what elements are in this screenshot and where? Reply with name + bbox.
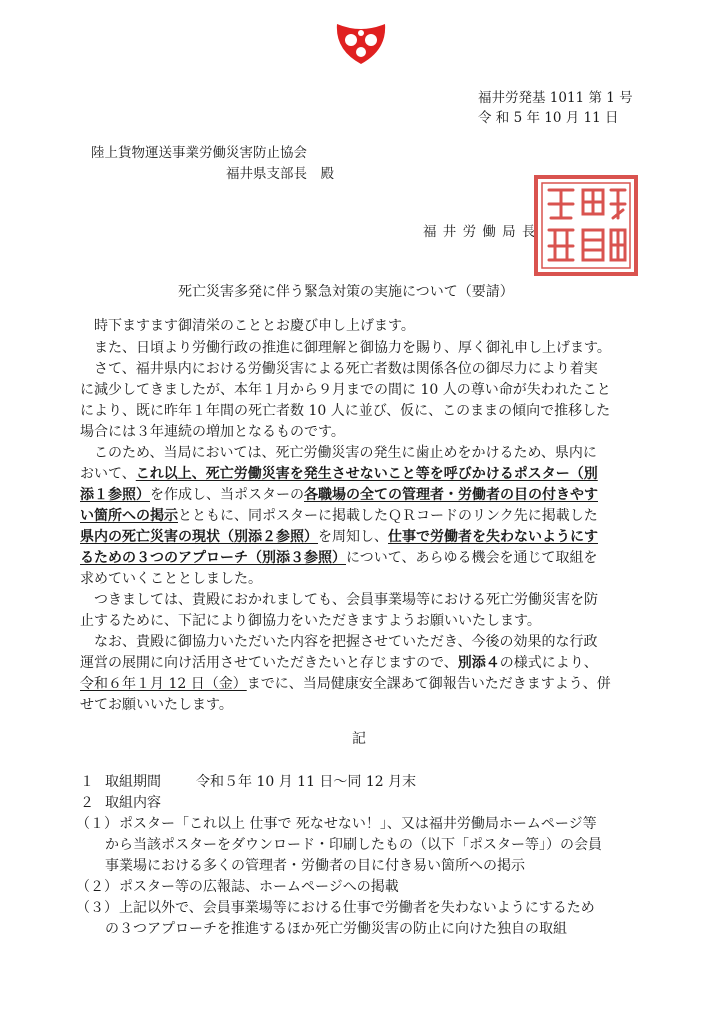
subitem-3-line-2: の３つアプローチを推進するほか死亡労働災害の防止に向けた独自の取組: [105, 921, 567, 937]
subitem-1-line-1: ポスター「これ以上 仕事で 死なせない！」、又は福井労働局ホームページ等: [119, 816, 597, 832]
official-seal-icon: [533, 174, 639, 277]
body-text: 運営の展開に向け活用させていただきたいと存じますので、: [80, 655, 458, 671]
body-line-2: また、日頃より労働行政の推進に御理解と御協力を賜り、厚く御礼申し上げます。: [94, 340, 611, 356]
body-emphasis: 別添４: [457, 655, 500, 671]
body-line-6: 場合には３年連続の増加となるものです。: [80, 424, 345, 440]
body-line-15: 止するために、下記により御協力をいただきますようお願いいたします。: [80, 613, 541, 629]
item-2-number: ２: [80, 795, 94, 811]
body-line-18: [80, 674, 642, 694]
body-text: を周知し、: [318, 529, 388, 545]
body-line-1: 時下ますます御清栄のこととお慶び申し上げます。: [94, 318, 415, 334]
body-line-8: [80, 464, 642, 484]
body-line-11: [80, 527, 642, 547]
item-1-number: １: [80, 774, 94, 790]
body-emphasis: 仕事で労働者を失わないようにす: [388, 529, 598, 545]
body-text: について、あらゆる機会を通じて取組を: [346, 550, 598, 566]
body-line-3: さて、福井県内における労働災害による死亡者数は関係各位の御尽力により着実: [94, 361, 598, 377]
body-emphasis: 添１参照）: [80, 487, 150, 503]
body-line-12: [80, 548, 642, 568]
document-title: 死亡災害多発に伴う緊急対策の実施について（要請）: [178, 284, 514, 300]
document-number: 福井労発基 1011 第 1 号: [478, 90, 633, 106]
fukui-labour-bureau-logo-icon: [333, 20, 389, 66]
body-emphasis: るための３つのアプローチ（別添３参照）: [80, 550, 346, 566]
subitem-1-number: （１）: [76, 816, 118, 832]
body-emphasis: 県内の死亡災害の現状（別添２参照）: [80, 529, 318, 545]
ki-heading: 記: [352, 731, 366, 747]
subitem-1-line-3: 事業場における多くの管理者・労働者の目に付き易い箇所への掲示: [105, 858, 525, 874]
body-line-10: [80, 506, 642, 526]
body-line-13: 求めていくこととしました。: [80, 571, 262, 587]
body-line-5: により、既に昨年１年間の死亡者数 10 人に並び、仮に、このままの傾向で推移した: [80, 403, 611, 419]
document-date: 令 和 5 年 10 月 11 日: [478, 110, 619, 126]
subitem-3-number: （３）: [76, 900, 118, 916]
body-text: とともに、同ポスターに掲載したＱＲコードのリンク先に掲載した: [178, 508, 598, 524]
body-text: おいて、: [80, 466, 136, 482]
body-text: を作成し、当ポスターの: [150, 487, 304, 503]
sender-name: 福 井 労 働 局 長: [423, 224, 537, 240]
body-text: までに、当局健康安全課あて御報告いただきますよう、併: [246, 676, 611, 692]
subitem-2-number: （２）: [76, 879, 118, 895]
item-1-value: 令和５年 10 月 11 日～同 12 月末: [196, 774, 417, 790]
body-emphasis: これ以上、死亡労働災害を発生させないこと等を呼びかけるポスター（別: [135, 466, 598, 482]
body-line-17: [80, 653, 642, 673]
body-text: の様式により、: [499, 655, 598, 671]
subitem-3-line-1: 上記以外で、会員事業場等における仕事で労働者を失わないようにするため: [119, 900, 595, 916]
body-line-19: せてお願いいたします。: [80, 697, 233, 713]
item-2-label: 取組内容: [105, 795, 161, 811]
body-line-4: に減少してきましたが、本年１月から９月までの間に 10 人の尊い命が失われたこと: [80, 382, 611, 398]
item-1-label: 取組期間: [105, 774, 161, 790]
body-emphasis: 各職場の全ての管理者・労働者の目の付きやす: [304, 487, 598, 503]
recipient-organization: 陸上貨物運送事業労働災害防止協会: [91, 145, 307, 161]
recipient-person: 福井県支部長 殿: [226, 166, 334, 182]
body-emphasis: い箇所への掲示: [80, 508, 178, 524]
body-line-9: [80, 485, 642, 505]
subitem-2-line-1: ポスター等の広報誌、ホームページへの掲載: [119, 879, 399, 895]
deadline-date: 令和６年１月 12 日（金）: [80, 676, 247, 692]
body-line-16: なお、貴殿に御協力いただいた内容を把握させていただき、今後の効果的な行政: [94, 634, 598, 650]
subitem-1-line-2: から当該ポスターをダウンロード・印刷したもの（以下「ポスター等」）の会員: [105, 837, 602, 853]
body-line-14: つきましては、貴殿におかれましても、会員事業場等における死亡労働災害を防: [94, 592, 598, 608]
body-line-7: このため、当局においては、死亡労働災害の発生に歯止めをかけるため、県内に: [94, 445, 597, 461]
